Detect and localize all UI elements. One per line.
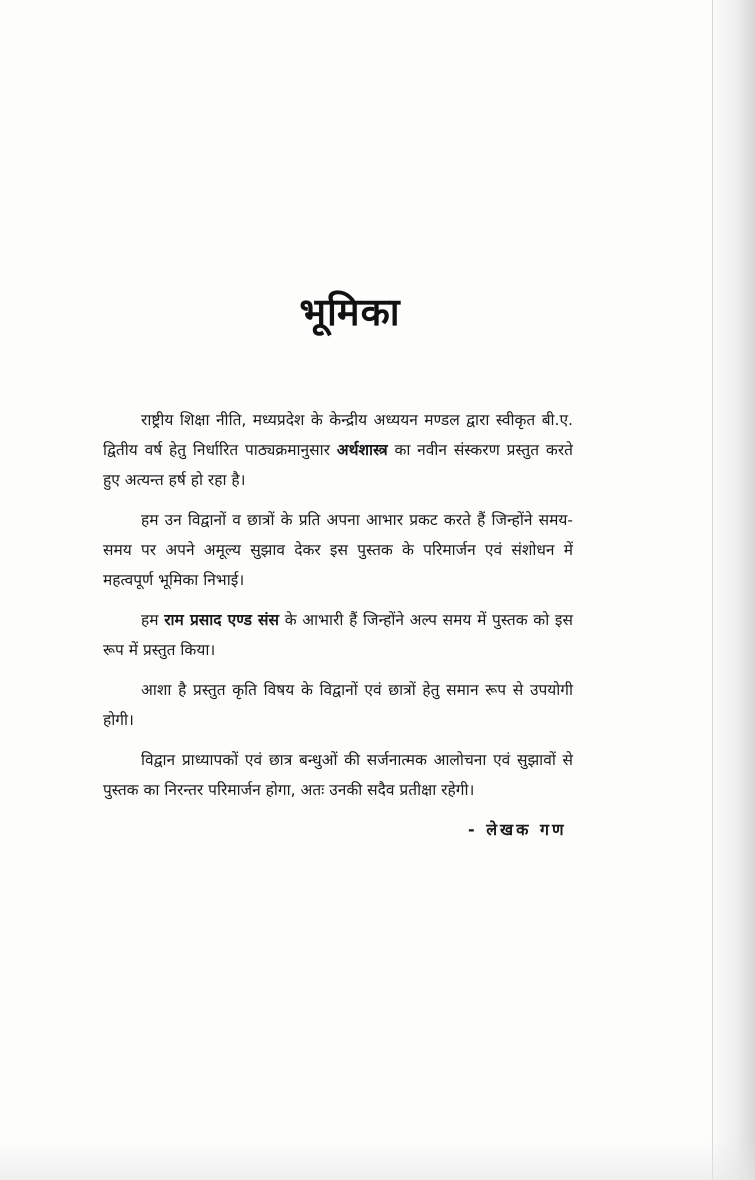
paragraph-3-text-end: के आभारी हैं जिन्होंने अल्प समय में पुस्तक को इस रूप में प्रस्तुत किया।: [103, 611, 573, 659]
scan-edge-shadow: [709, 0, 755, 1180]
paragraph-4-text: आशा है प्रस्तुत कृति विषय के विद्वानों एवं छात्रों हेतु समान रूप से उपयोगी होगी।: [103, 681, 573, 729]
paragraph-2: [103, 505, 573, 595]
paragraph-3: [103, 605, 573, 665]
paragraph-3-text: हम: [141, 611, 165, 629]
preface-body: [103, 405, 573, 815]
scan-bottom-shadow: [0, 1140, 755, 1180]
paragraph-1: [103, 405, 573, 495]
paragraph-1-text: राष्ट्रीय शिक्षा नीति, मध्यप्रदेश के केन्द्रीय अध्ययन मण्डल द्वारा स्वीकृत बी.ए. द्वितीय वर्ष हेतु निर्धारित पाठ्यक्रमानुसार: [103, 411, 573, 459]
paragraph-2-text: हम उन विद्वानों व छात्रों के प्रति अपना आभार प्रकट करते हैं जिन्होंने समय-समय पर अपने अमूल्य सुझाव देकर इस पुस्तक के परिमार्जन एवं संशोधन में महत्वपूर्ण भूमिका निभाई।: [103, 511, 573, 589]
paragraph-1-bold: अर्थशास्त्र: [336, 441, 388, 459]
paragraph-4: [103, 675, 573, 735]
page-title: भूमिका: [299, 290, 401, 334]
paragraph-3-bold: राम प्रसाद एण्ड संस: [164, 611, 280, 629]
paragraph-5-text: विद्वान प्राध्यापकों एवं छात्र बन्धुओं की सर्जनात्मक आलोचना एवं सुझावों से पुस्तक का निरन्तर परिमार्जन होगा, अतः उनकी सदैव प्रतीक्षा रहेगी।: [103, 751, 573, 799]
author-signature: - लेखक गण: [468, 820, 567, 839]
scan-edge-line: [712, 0, 713, 1180]
paragraph-1-text-end: का नवीन संस्करण प्रस्तुत करते हुए अत्यन्त हर्ष हो रहा है।: [103, 441, 573, 489]
paragraph-5: [103, 745, 573, 805]
